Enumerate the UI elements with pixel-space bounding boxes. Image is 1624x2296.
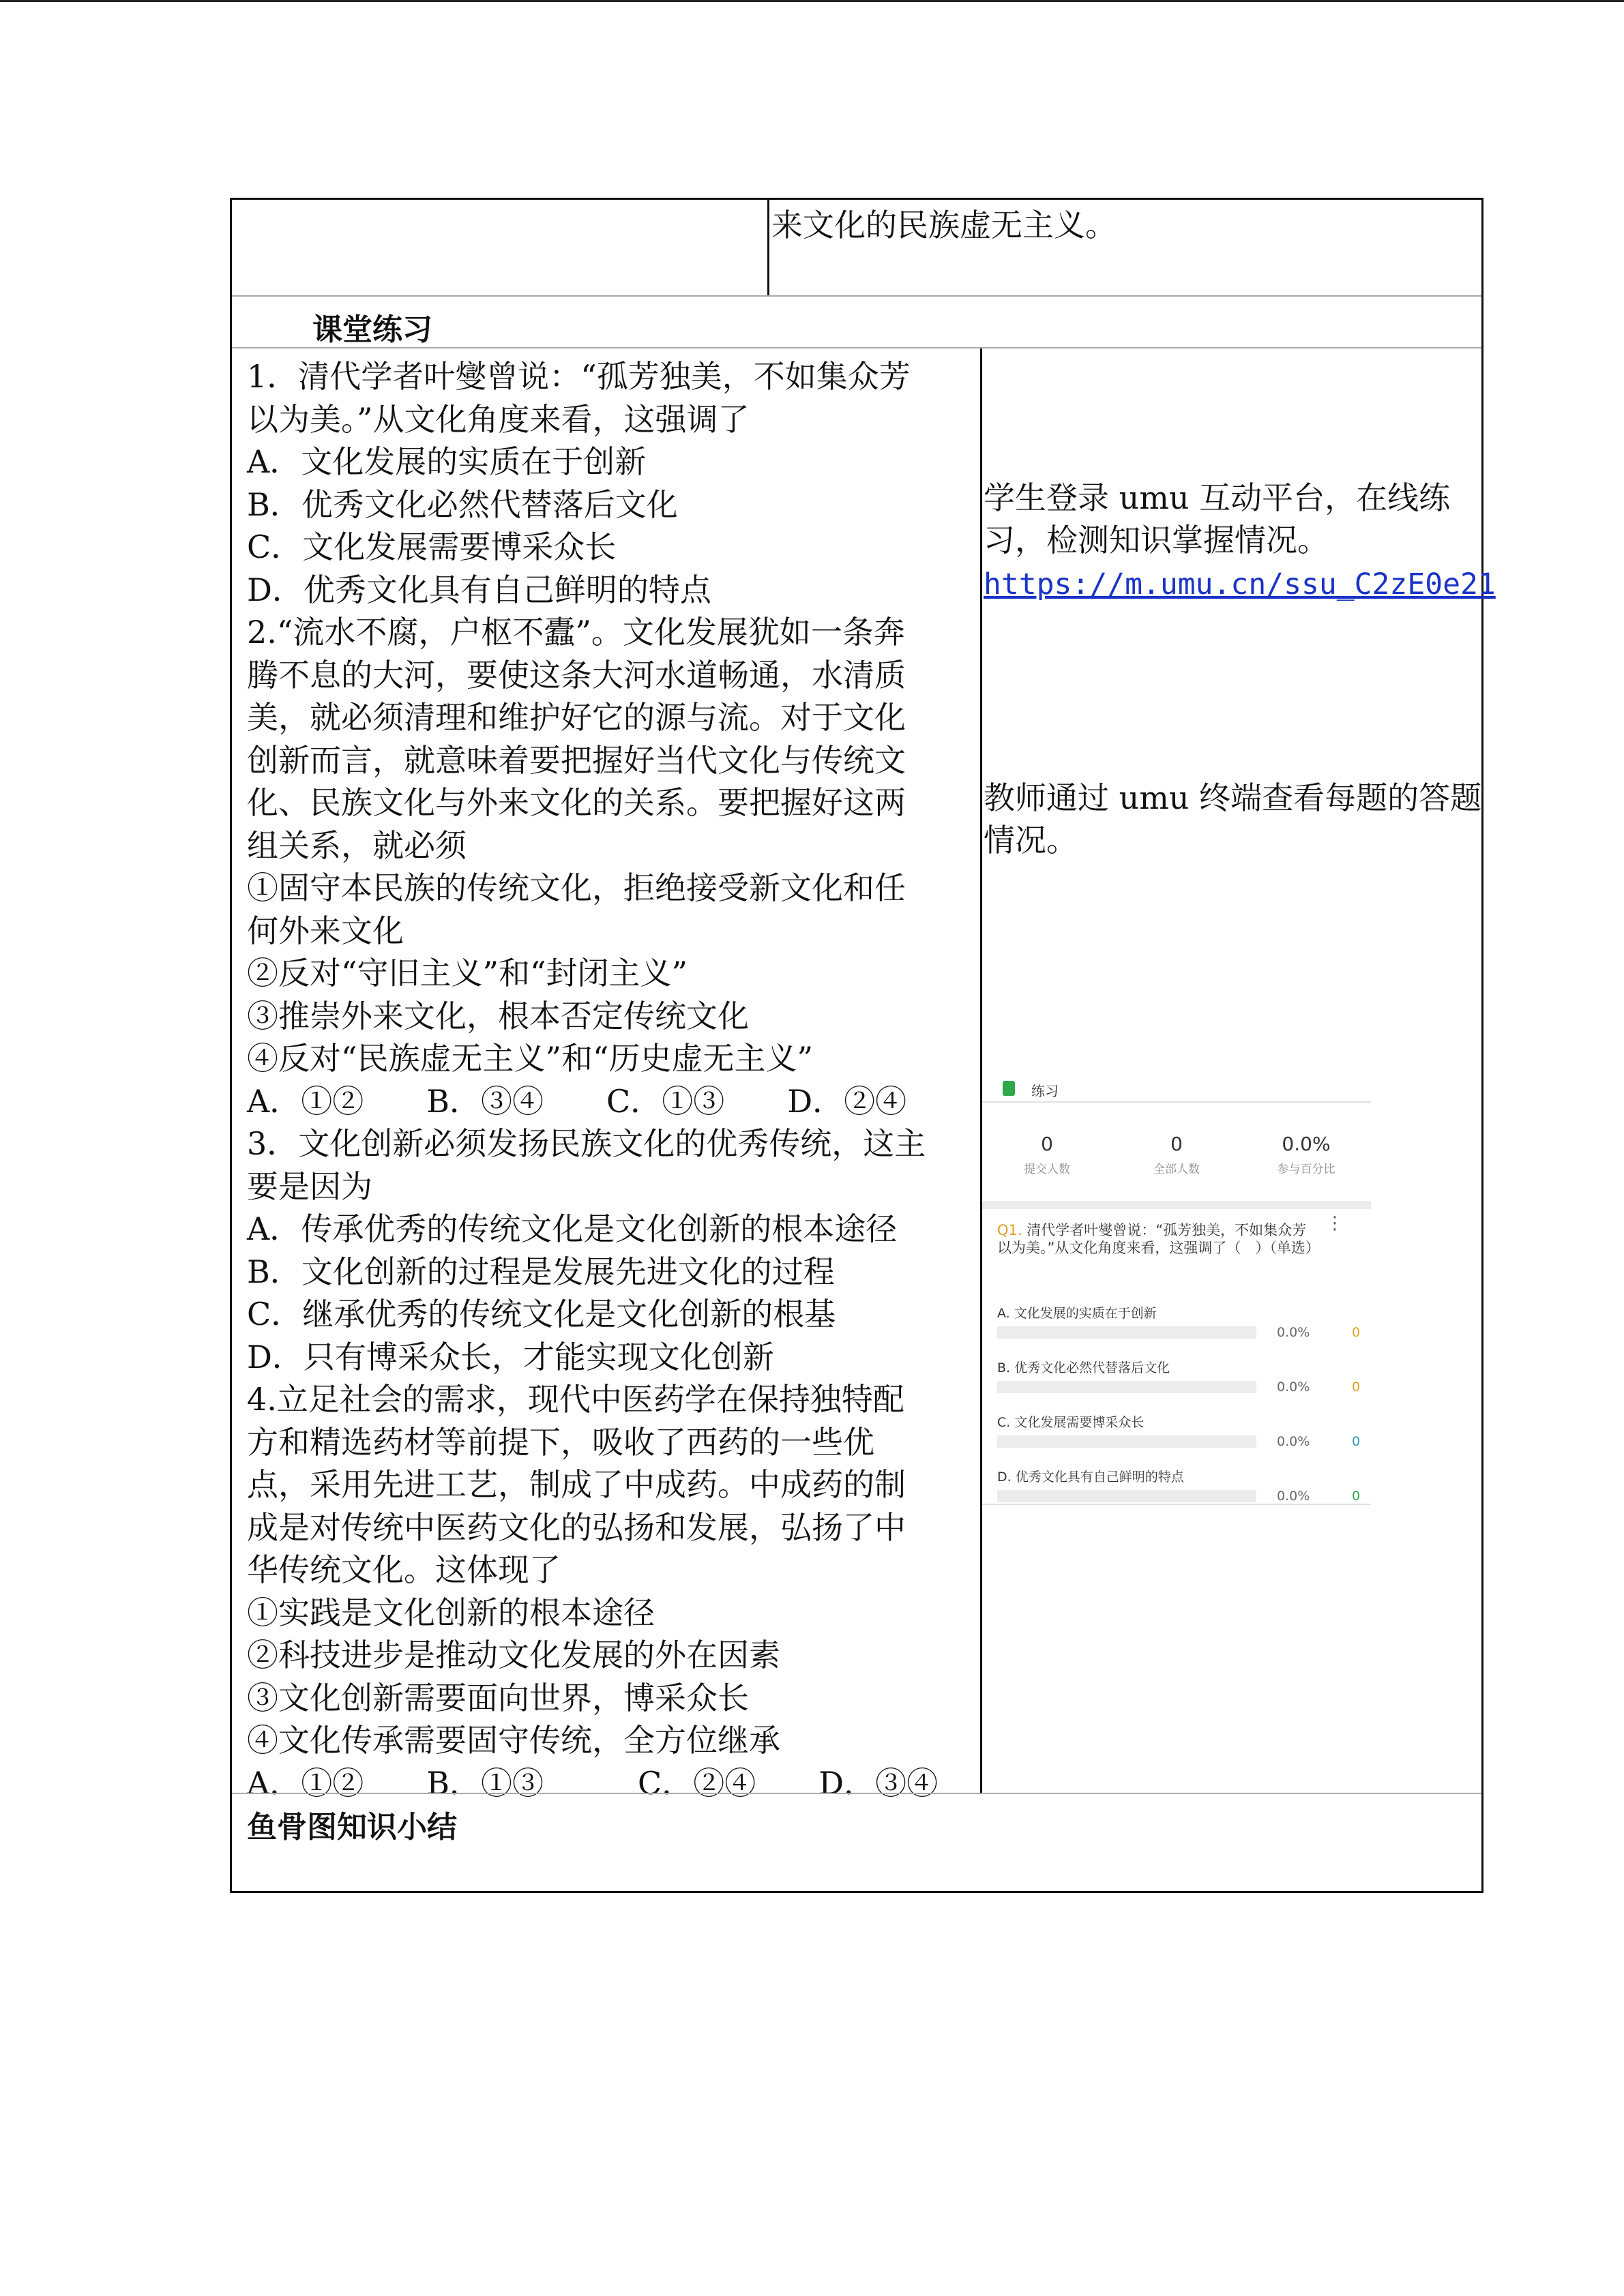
option-c [997, 1412, 1361, 1449]
option-count: 0 [1352, 1380, 1361, 1395]
stat-label: 参与百分比 [1277, 1163, 1335, 1176]
option-percent: 0.0% [1277, 1434, 1310, 1449]
question-line: 腾不息的大河，要使这条大河水道畅通，水清质 [247, 656, 906, 694]
question-line: 何外来文化 [247, 912, 404, 949]
question-line: 以为美。”从文化角度来看，这强调了 [247, 400, 750, 438]
umu-screenshot [982, 1078, 1371, 1521]
question-line: A．传承优秀的传统文化是文化创新的根本途径 [247, 1210, 898, 1247]
option-a [997, 1303, 1361, 1340]
section-title-summary: 鱼骨图知识小结 [247, 1810, 457, 1845]
question-line: ①固守本民族的传统文化，拒绝接受新文化和任 [247, 869, 906, 906]
table-row-continuation [232, 200, 1481, 295]
column-divider [980, 348, 982, 1793]
option-label: B. 优秀文化必然代替落后文化 [997, 1360, 1170, 1375]
table-row-practice-heading [232, 295, 1481, 347]
option-percent: 0.0% [1277, 1380, 1310, 1395]
question-line: 组关系，就必须 [247, 826, 467, 864]
student-instruction-line-1: 学生登录 umu 互动平台，在线练 [984, 479, 1451, 516]
table-row-practice-content [232, 347, 1496, 1802]
option-label: D. 优秀文化具有自己鲜明的特点 [997, 1470, 1184, 1485]
option-count: 0 [1352, 1489, 1361, 1504]
option-label: C. 文化发展需要博采众长 [997, 1415, 1145, 1430]
screenshot-header [982, 1078, 1371, 1103]
stat-value: 0 [1041, 1133, 1053, 1155]
section-separator [982, 1201, 1371, 1209]
question-line: 3．文化创新必须发扬民族文化的优秀传统，这主 [247, 1125, 926, 1162]
page-top-border [0, 0, 1624, 2]
question-line: A．①② B．③④ C．①③ D．②④ [247, 1082, 907, 1120]
stat-total [1115, 1133, 1238, 1176]
question-line: ③推崇外来文化，根本否定传统文化 [247, 997, 749, 1034]
question-line: 美，就必须清理和维护好它的源与流。对于文化 [247, 699, 906, 736]
stat-percent [1245, 1133, 1368, 1176]
question-line: D．优秀文化具有自己鲜明的特点 [247, 571, 711, 608]
stat-submitted [986, 1133, 1108, 1176]
option-d [997, 1467, 1361, 1504]
stat-label: 全部人数 [1153, 1163, 1200, 1176]
teacher-instruction-line-2: 情况。 [984, 822, 1078, 859]
option-progress-bar [997, 1435, 1256, 1448]
question-line: 方和精选药材等前提下，吸收了西药的一些优 [247, 1423, 874, 1461]
more-options-icon[interactable]: ⋮ [1326, 1213, 1344, 1234]
question-line: 成是对传统中医药文化的弘扬和发展，弘扬了中 [247, 1508, 906, 1546]
question-line: ④反对“民族虚无主义”和“历史虚无主义” [247, 1040, 814, 1077]
question-line: 创新而言，就意味着要把握好当代文化与传统文 [247, 741, 906, 779]
table-row-summary [232, 1793, 1481, 1895]
question-number: Q1. [997, 1222, 1022, 1238]
student-instruction-line-2: 习，检测知识掌握情况。 [984, 522, 1329, 558]
question-line: 点，采用先进工艺，制成了中成药。中成药的制 [247, 1466, 906, 1503]
option-b [997, 1358, 1361, 1395]
screenshot-bottom-line [982, 1504, 1371, 1505]
lesson-table [230, 198, 1496, 1893]
option-progress-bar [997, 1326, 1256, 1339]
question-line: 要是因为 [247, 1167, 372, 1205]
question-line: 华传统文化。这体现了 [247, 1551, 561, 1588]
option-count: 0 [1352, 1434, 1361, 1449]
option-progress-bar [997, 1381, 1256, 1393]
stat-value: 0.0% [1282, 1133, 1331, 1155]
question-line: ②科技进步是推动文化发展的外在因素 [247, 1637, 780, 1673]
question-line: ②反对“守旧主义”和“封闭主义” [247, 955, 688, 992]
column-divider [767, 200, 769, 295]
stats-row [982, 1116, 1371, 1191]
question-line: 1．清代学者叶燮曾说：“孤芳独美，不如集众芳 [247, 358, 911, 395]
question-line: B．文化创新的过程是发展先进文化的过程 [247, 1253, 835, 1290]
option-count: 0 [1352, 1325, 1361, 1340]
continuation-text: 来文化的民族虚无主义。 [771, 207, 1117, 243]
option-percent: 0.0% [1277, 1325, 1310, 1340]
question-line: C．继承优秀的传统文化是文化创新的根基 [247, 1296, 836, 1332]
screenshot-question [997, 1221, 1318, 1257]
stat-label: 提交人数 [1024, 1163, 1070, 1176]
question-line: B．优秀文化必然代替落后文化 [247, 486, 678, 523]
question-line: 2.“流水不腐，户枢不蠹”。文化发展犹如一条奔 [247, 614, 905, 651]
question-line: 化、民族文化与外来文化的关系。要把握好这两 [247, 784, 906, 821]
question-line: ④文化传承需要固守传统，全方位继承 [247, 1722, 780, 1759]
question-line: A．文化发展的实质在于创新 [247, 443, 647, 480]
question-text: 清代学者叶燮曾说：“孤芳独美，不如集众芳以为美。”从文化角度来看，这强调了（ ）（单选） [997, 1222, 1320, 1256]
option-percent: 0.0% [1277, 1489, 1310, 1504]
section-title-practice: 课堂练习 [312, 312, 432, 347]
document-icon [1003, 1081, 1015, 1096]
question-line: D．只有博采众长，才能实现文化创新 [247, 1338, 774, 1375]
teacher-instruction-line-1: 教师通过 umu 终端查看每题的答题 [984, 779, 1482, 816]
question-line: A．①② B．①③ C．②④ D．③④ [247, 1764, 939, 1802]
question-line: ①实践是文化创新的根本途径 [247, 1594, 655, 1631]
question-line: 4.立足社会的需求，现代中医药学在保持独特配 [247, 1381, 904, 1418]
question-line: ③文化创新需要面向世界，博采众长 [247, 1679, 749, 1716]
option-label: A. 文化发展的实质在于创新 [997, 1306, 1157, 1321]
umu-link[interactable]: https://m.umu.cn/ssu_C2zE0e21 [984, 567, 1496, 601]
question-list [247, 355, 939, 1804]
stat-value: 0 [1170, 1133, 1183, 1155]
screenshot-header-title: 练习 [1031, 1083, 1059, 1099]
question-line: C．文化发展需要博采众长 [247, 528, 617, 565]
option-progress-bar [997, 1490, 1256, 1502]
